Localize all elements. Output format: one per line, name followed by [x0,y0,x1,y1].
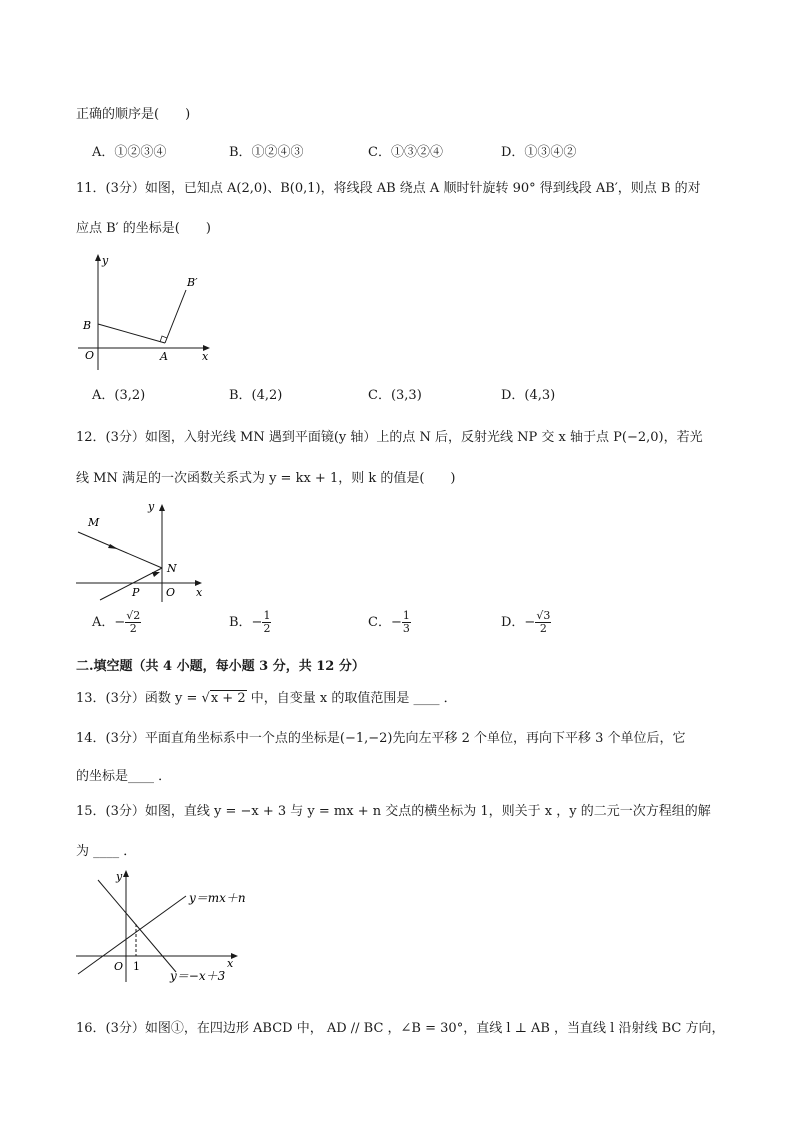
q12-option-a-frac [125,610,141,635]
q11-option-a: A．(3,2) [92,388,146,403]
q16-line1: 16．(3分）如图①，在四边形 ABCD 中， AD // BC ，∠B = 30°，直线 l ⊥ AB ，当直线 l 沿射线 BC 方向， [76,1021,725,1036]
q14-line1: 14．(3分）平面直角坐标系中一个点的坐标是(−1,−2)先向左平移 2 个单位，再向下平移 3 个单位后，它 [76,731,686,746]
q13-radicand: x + 2 [210,691,246,706]
q10-option-a: A．①②③④ [92,145,167,160]
q13-prefix: 13．(3分）函数 y = [76,691,202,706]
q12-option-d-frac [535,610,551,635]
q12-option-c-frac [402,610,411,635]
q10-option-d: D．①③④② [501,145,577,160]
q12-option-b-prefix: B．− [229,615,263,631]
q12-option-c-prefix: C．− [368,615,402,631]
q11-label-y: y [102,254,109,267]
q11-figure [74,252,219,372]
q12-label-p: P [132,586,140,599]
q15-label-o: O [114,960,124,973]
q11-segment-ab [98,324,165,343]
q12-label-m: M [88,516,100,529]
q11-label-b: B [83,319,92,332]
q10-option-b: B．①②④③ [229,145,304,160]
q15-line1: 15．(3分）如图，直线 y = −x + 3 与 y = mx + n 交点的横坐标为 1，则关于 x ，y 的二元一次方程组的解 [76,804,711,819]
q15-line-mxn [78,896,186,974]
q12-option-b [229,610,271,635]
q11-label-bp: B′ [187,276,198,289]
q11-option-d: D．(4,3) [501,388,556,403]
q11-option-b: B．(4,2) [229,388,283,403]
q11-label-o: O [85,349,95,362]
q12-option-a-prefix: A．− [92,615,126,631]
q11-label-a: A [160,350,168,363]
q15-label-one: 1 [133,960,140,973]
q15-label-y: y [116,870,123,883]
q12-option-d-prefix: D．− [501,615,536,631]
intro-line: 正确的顺序是( ) [76,107,191,122]
q11-y-arrow [95,254,101,261]
q11-segment-abp [165,290,186,343]
q12-option-c-num: 1 [402,609,410,622]
q15-line2: 为 ____ ． [76,844,137,859]
q12-ray-mn [78,532,162,568]
q12-option-d [501,610,551,635]
q12-label-x: x [196,586,203,599]
q15-y-arrow [123,870,129,877]
q12-option-d-num: √3 [536,609,551,622]
q11-option-c: C．(3,3) [368,388,422,403]
q15-label-line2: y＝−x＋3 [170,969,226,983]
q12-figure [74,500,214,604]
q14-line2: 的坐标是____ ． [76,769,172,784]
q12-label-n: N [167,562,177,575]
q13-line: 13．(3分）函数 y = √x + 2 中，自变量 x 的取值范围是 ____ ． [76,691,457,706]
q11-line2: 应点 B′ 的坐标是( ) [76,221,211,236]
q15-figure [74,862,264,984]
q12-option-a-den: 2 [129,622,137,636]
q13-suffix: 中，自变量 x 的取值范围是 ____ ． [246,691,457,706]
q12-option-b-num: 1 [263,609,271,622]
q12-ray-np-arrow [152,572,160,577]
q15-label-x: x [227,957,234,970]
q11-line1: 11．(3分）如图，已知点 A(2,0)、B(0,1)，将线段 AB 绕点 A 顺时针旋转 90° 得到线段 AB′，则点 B 的对 [76,181,701,196]
q10-option-c: C．①③②④ [368,145,443,160]
q12-line1: 12．(3分）如图，入射光线 MN 遇到平面镜(y 轴）上的点 N 后，反射光线 NP 交 x 轴于点 P(−2,0)，若光 [76,430,703,445]
q12-option-a [92,610,141,635]
q12-ray-mn-arrow [108,544,118,549]
q12-y-arrow [159,504,165,511]
q12-option-d-den: 2 [539,622,547,636]
q12-option-c [368,610,411,635]
q11-label-x: x [202,350,209,363]
q12-option-a-num: √2 [126,609,141,622]
q12-option-b-den: 2 [263,622,271,636]
q12-option-b-frac [262,610,271,635]
q15-line-negx [98,880,176,972]
q15-label-line1: y＝mx＋n [189,891,246,905]
q12-option-c-den: 3 [402,622,410,636]
q12-line2: 线 MN 满足的一次函数关系式为 y = kx + 1，则 k 的值是( ) [76,471,456,486]
q12-label-y: y [148,500,155,513]
section2-title: 二.填空题（共 4 小题，每小题 3 分，共 12 分） [76,659,365,674]
q12-label-o: O [166,586,176,599]
